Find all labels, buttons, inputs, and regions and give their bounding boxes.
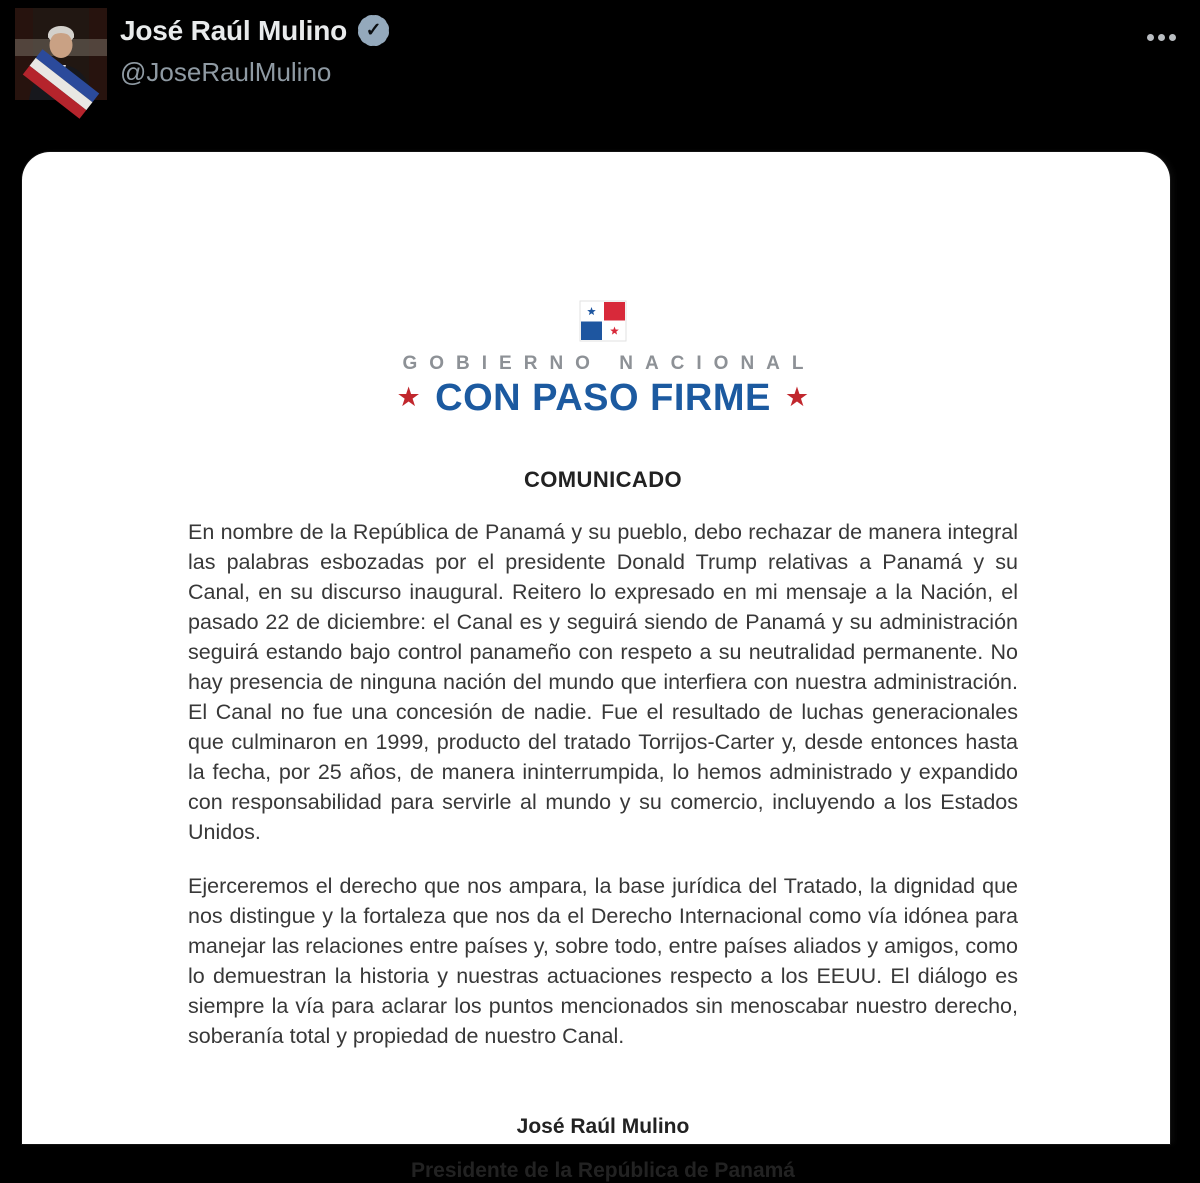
signature-name: José Raúl Mulino: [516, 1115, 690, 1138]
president-portrait-icon: [15, 8, 107, 100]
display-name[interactable]: José Raúl Mulino: [120, 14, 348, 46]
star-icon: ★: [784, 382, 810, 412]
more-button[interactable]: [1143, 30, 1180, 45]
avatar[interactable]: [15, 8, 107, 100]
document-title: COMUNICADO: [524, 467, 682, 492]
panama-flag-icon: [580, 301, 626, 341]
document-paragraph-1: En nombre de la República de Panamá y su pueblo, debo rechazar de manera integral las palabras esbozadas por el presidente Donald Trump relativas a Panamá y su Canal, en su discurso inaugural. Reitero lo expresado en mi mensaje a la Nación, el pasado 22 de diciembre: el Canal es y seguirá siendo de Panamá y su administración seguirá estando bajo control panameño con respeto a su neutralidad permanente. No hay presencia de ninguna nación del mundo que interfiera con nuestra administración. El Canal no fue una concesión de nadie. Fue el resultado de luchas generacionales que culminaron en 1999, producto del tratado Torrijos-Carter y, desde entonces hasta la fecha, por 25 años, de manera ininterrumpida, lo hemos administrado y expandido con responsabilidad para servirle al mundo y su comercio, incluyendo a los Estados Unidos.: [188, 520, 1018, 844]
government-logo: [188, 301, 1018, 420]
check-icon: ✓: [365, 19, 382, 41]
document-paragraph-2: Ejerceremos el derecho que nos ampara, la base jurídica del Tratado, la dignidad que nos distingue y la fortaleza que nos da el Derecho Internacional como vía idónea para manejar las relaciones entre países y, sobre todo, entre países aliados y amigos, como lo demuestran la historia y nuestras actuaciones respecto a los EEUU. El diálogo es siempre la vía para aclarar los puntos mencionados sin menoscabar nuestro derecho, soberanía total y propiedad de nuestro Canal.: [188, 874, 1018, 1048]
more-icon: [1147, 34, 1154, 41]
verified-badge-icon[interactable]: [357, 14, 390, 47]
tweet-image-document[interactable]: [22, 152, 1170, 1182]
con-paso-firme-label: ★ CON PASO FIRME ★: [396, 377, 810, 419]
user-handle[interactable]: @JoseRaulMulino: [120, 57, 332, 87]
document-content: [22, 152, 1170, 1183]
star-icon: ★: [396, 382, 422, 412]
gobierno-nacional-label: GOBIERNO NACIONAL: [402, 353, 816, 374]
tweet-header: [0, 0, 1200, 152]
signature-title: Presidente de la República de Panamá: [411, 1159, 795, 1182]
